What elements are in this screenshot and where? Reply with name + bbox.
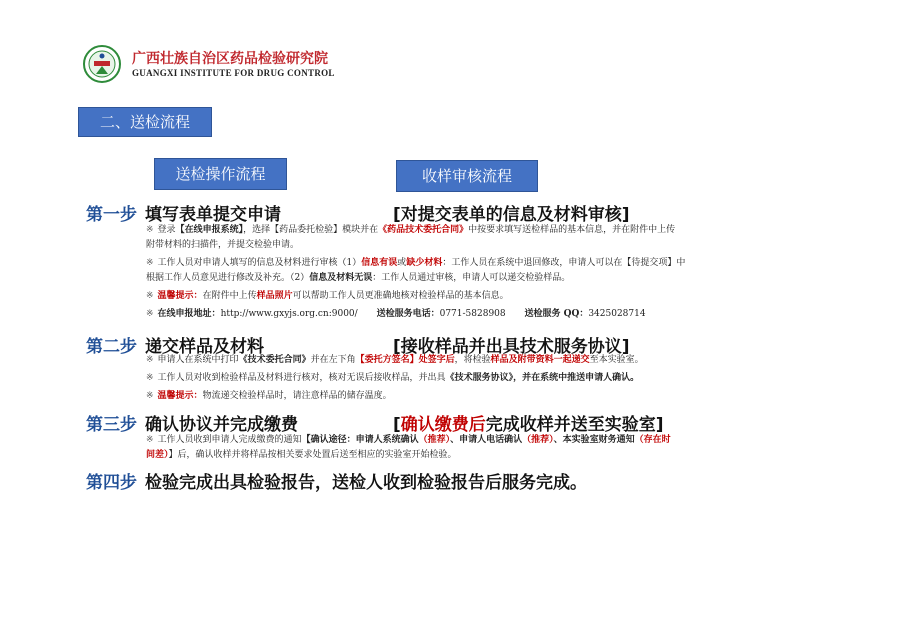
step-2-review: [接收样品并出具技术服务协议] [393, 337, 630, 357]
step-2-tip: ※ 温馨提示：物流递交检验样品时，请注意样品的储存温度。 [146, 391, 392, 401]
step-2-title: 递交样品及材料 [145, 337, 264, 357]
section-title: 二、送检流程 [78, 107, 212, 137]
service-qq: 3425028714 [588, 309, 646, 319]
review-process-header: 收样审核流程 [396, 160, 538, 192]
step-3-note-1-cont: 间差）】后，确认收样并将样品按相关要求处置后送至相应的实验室开始检验。 [146, 450, 457, 460]
step-1-review: [对提交表单的信息及材料审核] [393, 205, 630, 225]
step-3-title: 确认协议并完成缴费 [145, 415, 298, 435]
online-apply-link[interactable]: http://www.gxyjs.org.cn:9000/ [220, 309, 358, 319]
step-1-label: 第一步 [86, 205, 137, 225]
org-name-en: GUANGXI INSTITUTE FOR DRUG CONTROL [132, 68, 335, 78]
step-4-title: 检验完成出具检验报告，送检人收到检验报告后服务完成。 [145, 473, 587, 493]
step-1-note-2-cont: 根据工作人员意见进行修改及补充。（2）信息及材料无误：工作人员通过审核，申请人可以递交检验样品。 [146, 273, 571, 283]
step-4-heading [86, 468, 587, 493]
step-1-note-1-cont: 附带材料的扫描件，并提交检验申请。 [146, 240, 300, 250]
step-3-label: 第三步 [86, 415, 137, 435]
org-name-cn: 广西壮族自治区药品检验研究院 [132, 51, 328, 67]
step-1-note-1: ※ 登录【在线申报系统】，选择【药品委托检验】模块并在《药品技术委托合同》中按要求填写送检样品的基本信息，并在附件中上传 [146, 225, 676, 235]
step-1-tip: ※ 温馨提示：在附件中上传样品照片可以帮助工作人员更准确地核对检验样品的基本信息。 [146, 291, 509, 301]
step-2-label: 第二步 [86, 337, 137, 357]
step-1-title: 填写表单提交申请 [145, 205, 281, 225]
step-1-heading [86, 200, 281, 225]
service-phone: 0771-5828908 [439, 309, 506, 319]
institute-logo [82, 44, 122, 84]
step-3-note-1: ※ 工作人员收到申请人完成缴费的通知【确认途径：申请人系统确认（推荐）、申请人电话确认（推荐）、本实验室财务通知（存在时 [146, 435, 671, 445]
step-1-contact: ※ 在线申报地址：http://www.gxyjs.org.cn:9000/ 送检服务电话：0771-5828908 送检服务 QQ：3425028714 [146, 309, 646, 319]
submit-process-header: 送检操作流程 [154, 158, 287, 190]
step-3-review: [确认缴费后完成收样并送至实验室] [393, 415, 664, 435]
step-3-heading [86, 410, 298, 435]
step-1-note-2: ※ 工作人员对申请人填写的信息及材料进行审核（1）信息有误或缺少材料：工作人员在系统中退回修改，申请人可以在【待提交项】中 [146, 258, 686, 268]
step-2-note-1: ※ 申请人在系统中打印《技术委托合同》并在左下角【委托方签名】处签字后，将检验样品及附带资料一起递交至本实验室。 [146, 355, 644, 365]
step-4-label: 第四步 [86, 473, 137, 493]
step-2-note-2: ※ 工作人员对收到检验样品及材料进行核对，核对无误后接收样品，并出具《技术服务协议》，并在系统中推送申请人确认。 [146, 373, 640, 383]
